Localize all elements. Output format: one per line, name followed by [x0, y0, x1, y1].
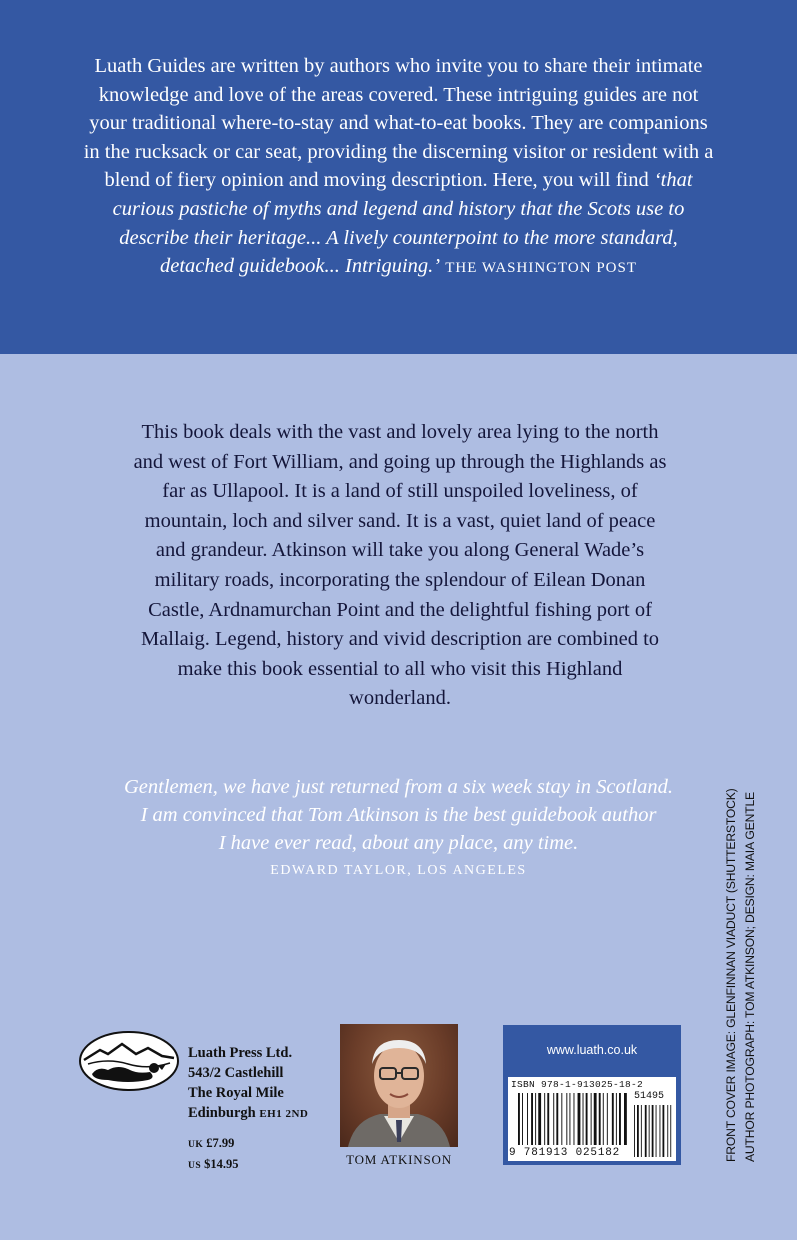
book-description: This book deals with the vast and lovely area lying to the north and west of Fort William, and going up through the Highlands as far as Ullapool. It is a land of still unspoiled loveliness, of mountain, loch and silver sand. It is a vast, quiet land of peace and grandeur. Atkinson will take you along General Wade’s military roads, incorporating the splendour of Eilean Donan Castle, Ardnamurchan Point and the delightful fishing port of Mallaig. Legend, history and vivid description are combined to make this book essential to all who visit this Highland wonderland.: [133, 421, 667, 710]
intro-text: Luath Guides are written by authors who invite you to share their intimate knowledge and love of the areas covered. These intriguing guides are not your traditional where-to-stay and what-to-eat books. They are companions in the rucksack or car seat, providing the discerning visitor or resident with a blend of fiery opinion and moving description. Here, you will find: [83, 55, 714, 192]
website-url: www.luath.co.uk: [546, 1043, 638, 1057]
publisher-address-line-2: The Royal Mile: [188, 1085, 284, 1101]
price-list: [188, 1134, 239, 1176]
intro-source: THE WASHINGTON POST: [445, 260, 638, 277]
barcode-ean-number: 9 781913 025182: [509, 1147, 621, 1159]
luath-logo: [78, 1030, 180, 1092]
publisher-postcode: EH1 2ND: [259, 1108, 309, 1120]
intro-quote: ‘that curious pastiche of myths and legend and history that the Scots use to describe their heritage... A lively counterpoint to the more standard, detached guidebook... Intriguing.’: [112, 169, 693, 278]
publisher-city-line: [188, 1103, 308, 1124]
isbn-text: ISBN 978-1-913025-18-2: [511, 1079, 644, 1090]
testimonial-line-2: I am convinced that Tom Atkinson is the best guidebook author: [140, 804, 657, 826]
testimonial-line-3: I have ever read, about any place, any time.: [218, 832, 579, 854]
author-portrait-image: [340, 1024, 458, 1147]
price-uk: [188, 1134, 239, 1155]
barcode-area: [508, 1077, 676, 1161]
intro-paragraph: [80, 52, 717, 283]
publisher-city: Edinburgh: [188, 1105, 256, 1121]
price-us: [188, 1155, 239, 1176]
testimonial-attribution: EDWARD TAYLOR, LOS ANGELES: [270, 863, 527, 878]
publisher-name: Luath Press Ltd.: [188, 1045, 293, 1061]
publisher-address-line-1: 543/2 Castlehill: [188, 1065, 284, 1081]
testimonial: [60, 773, 737, 879]
credit-line-2: AUTHOR PHOTOGRAPH: TOM ATKINSON; DESIGN: MAIA GENTLE: [743, 792, 757, 1162]
author-photo-caption: TOM ATKINSON: [346, 1152, 452, 1167]
price-amount: $14.95: [204, 1157, 239, 1171]
price-currency: UK: [188, 1140, 204, 1150]
cover-credits: [722, 788, 760, 1162]
publisher-address: [188, 1043, 308, 1124]
price-currency: US: [188, 1161, 202, 1171]
testimonial-line-1: Gentlemen, we have just returned from a six week stay in Scotland.: [123, 776, 673, 798]
credit-line-1: FRONT COVER IMAGE: GLENFINNAN VIADUCT (SHUTTERSTOCK): [724, 788, 738, 1162]
price-amount: £7.99: [206, 1136, 235, 1150]
barcode-panel: [503, 1025, 681, 1165]
author-photo: [340, 1024, 458, 1147]
barcode-addon-number: 51495: [634, 1091, 665, 1102]
